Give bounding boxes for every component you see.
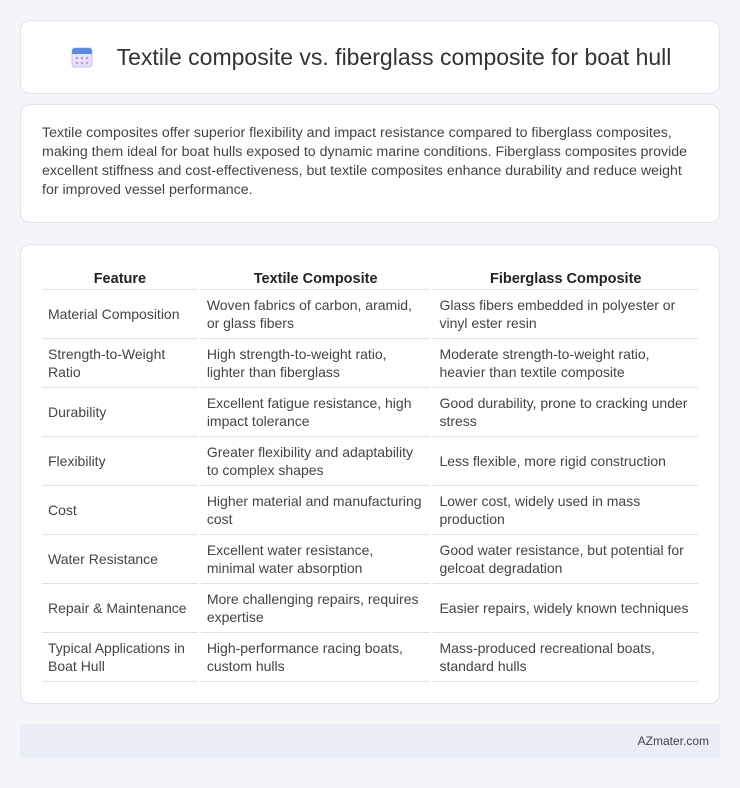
footer-site-link[interactable]: AZmater.com bbox=[637, 734, 709, 748]
feature-cell: Repair & Maintenance bbox=[42, 584, 198, 633]
header-textile-composite: Textile Composite bbox=[201, 264, 431, 290]
fiberglass-cell: Less flexible, more rigid construction bbox=[433, 437, 698, 486]
calendar-icon bbox=[69, 44, 95, 70]
title-row bbox=[21, 21, 719, 93]
header-fiberglass-composite: Fiberglass Composite bbox=[433, 264, 698, 290]
page-title: Textile composite vs. fiberglass composite for boat hull bbox=[116, 43, 672, 70]
textile-cell: High strength-to-weight ratio, lighter than fiberglass bbox=[201, 339, 431, 388]
feature-cell: Strength-to-Weight Ratio bbox=[42, 339, 198, 388]
fiberglass-cell: Easier repairs, widely known techniques bbox=[433, 584, 698, 633]
textile-cell: More challenging repairs, requires expertise bbox=[201, 584, 431, 633]
feature-cell: Water Resistance bbox=[42, 535, 198, 584]
feature-cell: Typical Applications in Boat Hull bbox=[42, 633, 198, 682]
intro-card bbox=[20, 104, 720, 223]
comparison-card bbox=[20, 244, 720, 704]
table-row bbox=[42, 584, 698, 633]
fiberglass-cell: Good water resistance, but potential for gelcoat degradation bbox=[433, 535, 698, 584]
fiberglass-cell: Mass-produced recreational boats, standard hulls bbox=[433, 633, 698, 682]
title-card bbox=[20, 20, 720, 94]
table-row bbox=[42, 437, 698, 486]
textile-cell: High-performance racing boats, custom hulls bbox=[201, 633, 431, 682]
table-row bbox=[42, 535, 698, 584]
table-row bbox=[42, 339, 698, 388]
comparison-table bbox=[39, 264, 701, 682]
table-row bbox=[42, 633, 698, 682]
header-feature: Feature bbox=[42, 264, 198, 290]
feature-cell: Material Composition bbox=[42, 290, 198, 339]
fiberglass-cell: Moderate strength-to-weight ratio, heavier than textile composite bbox=[433, 339, 698, 388]
feature-cell: Durability bbox=[42, 388, 198, 437]
table-header-row bbox=[42, 264, 698, 290]
fiberglass-cell: Good durability, prone to cracking under stress bbox=[433, 388, 698, 437]
textile-cell: Excellent water resistance, minimal water absorption bbox=[201, 535, 431, 584]
textile-cell: Excellent fatigue resistance, high impact tolerance bbox=[201, 388, 431, 437]
table-row bbox=[42, 388, 698, 437]
feature-cell: Flexibility bbox=[42, 437, 198, 486]
footer-bar bbox=[20, 724, 720, 758]
intro-paragraph: Textile composites offer superior flexibility and impact resistance compared to fiberglass composites, making them ideal for boat hulls exposed to dynamic marine conditions. Fiberglass composites provide excellent stiffness and cost-effectiveness, but textile composites enhance durability and reduce weight for improved vessel performance. bbox=[42, 125, 688, 198]
table-row bbox=[42, 486, 698, 535]
textile-cell: Woven fabrics of carbon, aramid, or glass fibers bbox=[201, 290, 431, 339]
textile-cell: Greater flexibility and adaptability to complex shapes bbox=[201, 437, 431, 486]
fiberglass-cell: Lower cost, widely used in mass production bbox=[433, 486, 698, 535]
feature-cell: Cost bbox=[42, 486, 198, 535]
fiberglass-cell: Glass fibers embedded in polyester or vinyl ester resin bbox=[433, 290, 698, 339]
textile-cell: Higher material and manufacturing cost bbox=[201, 486, 431, 535]
table-row bbox=[42, 290, 698, 339]
